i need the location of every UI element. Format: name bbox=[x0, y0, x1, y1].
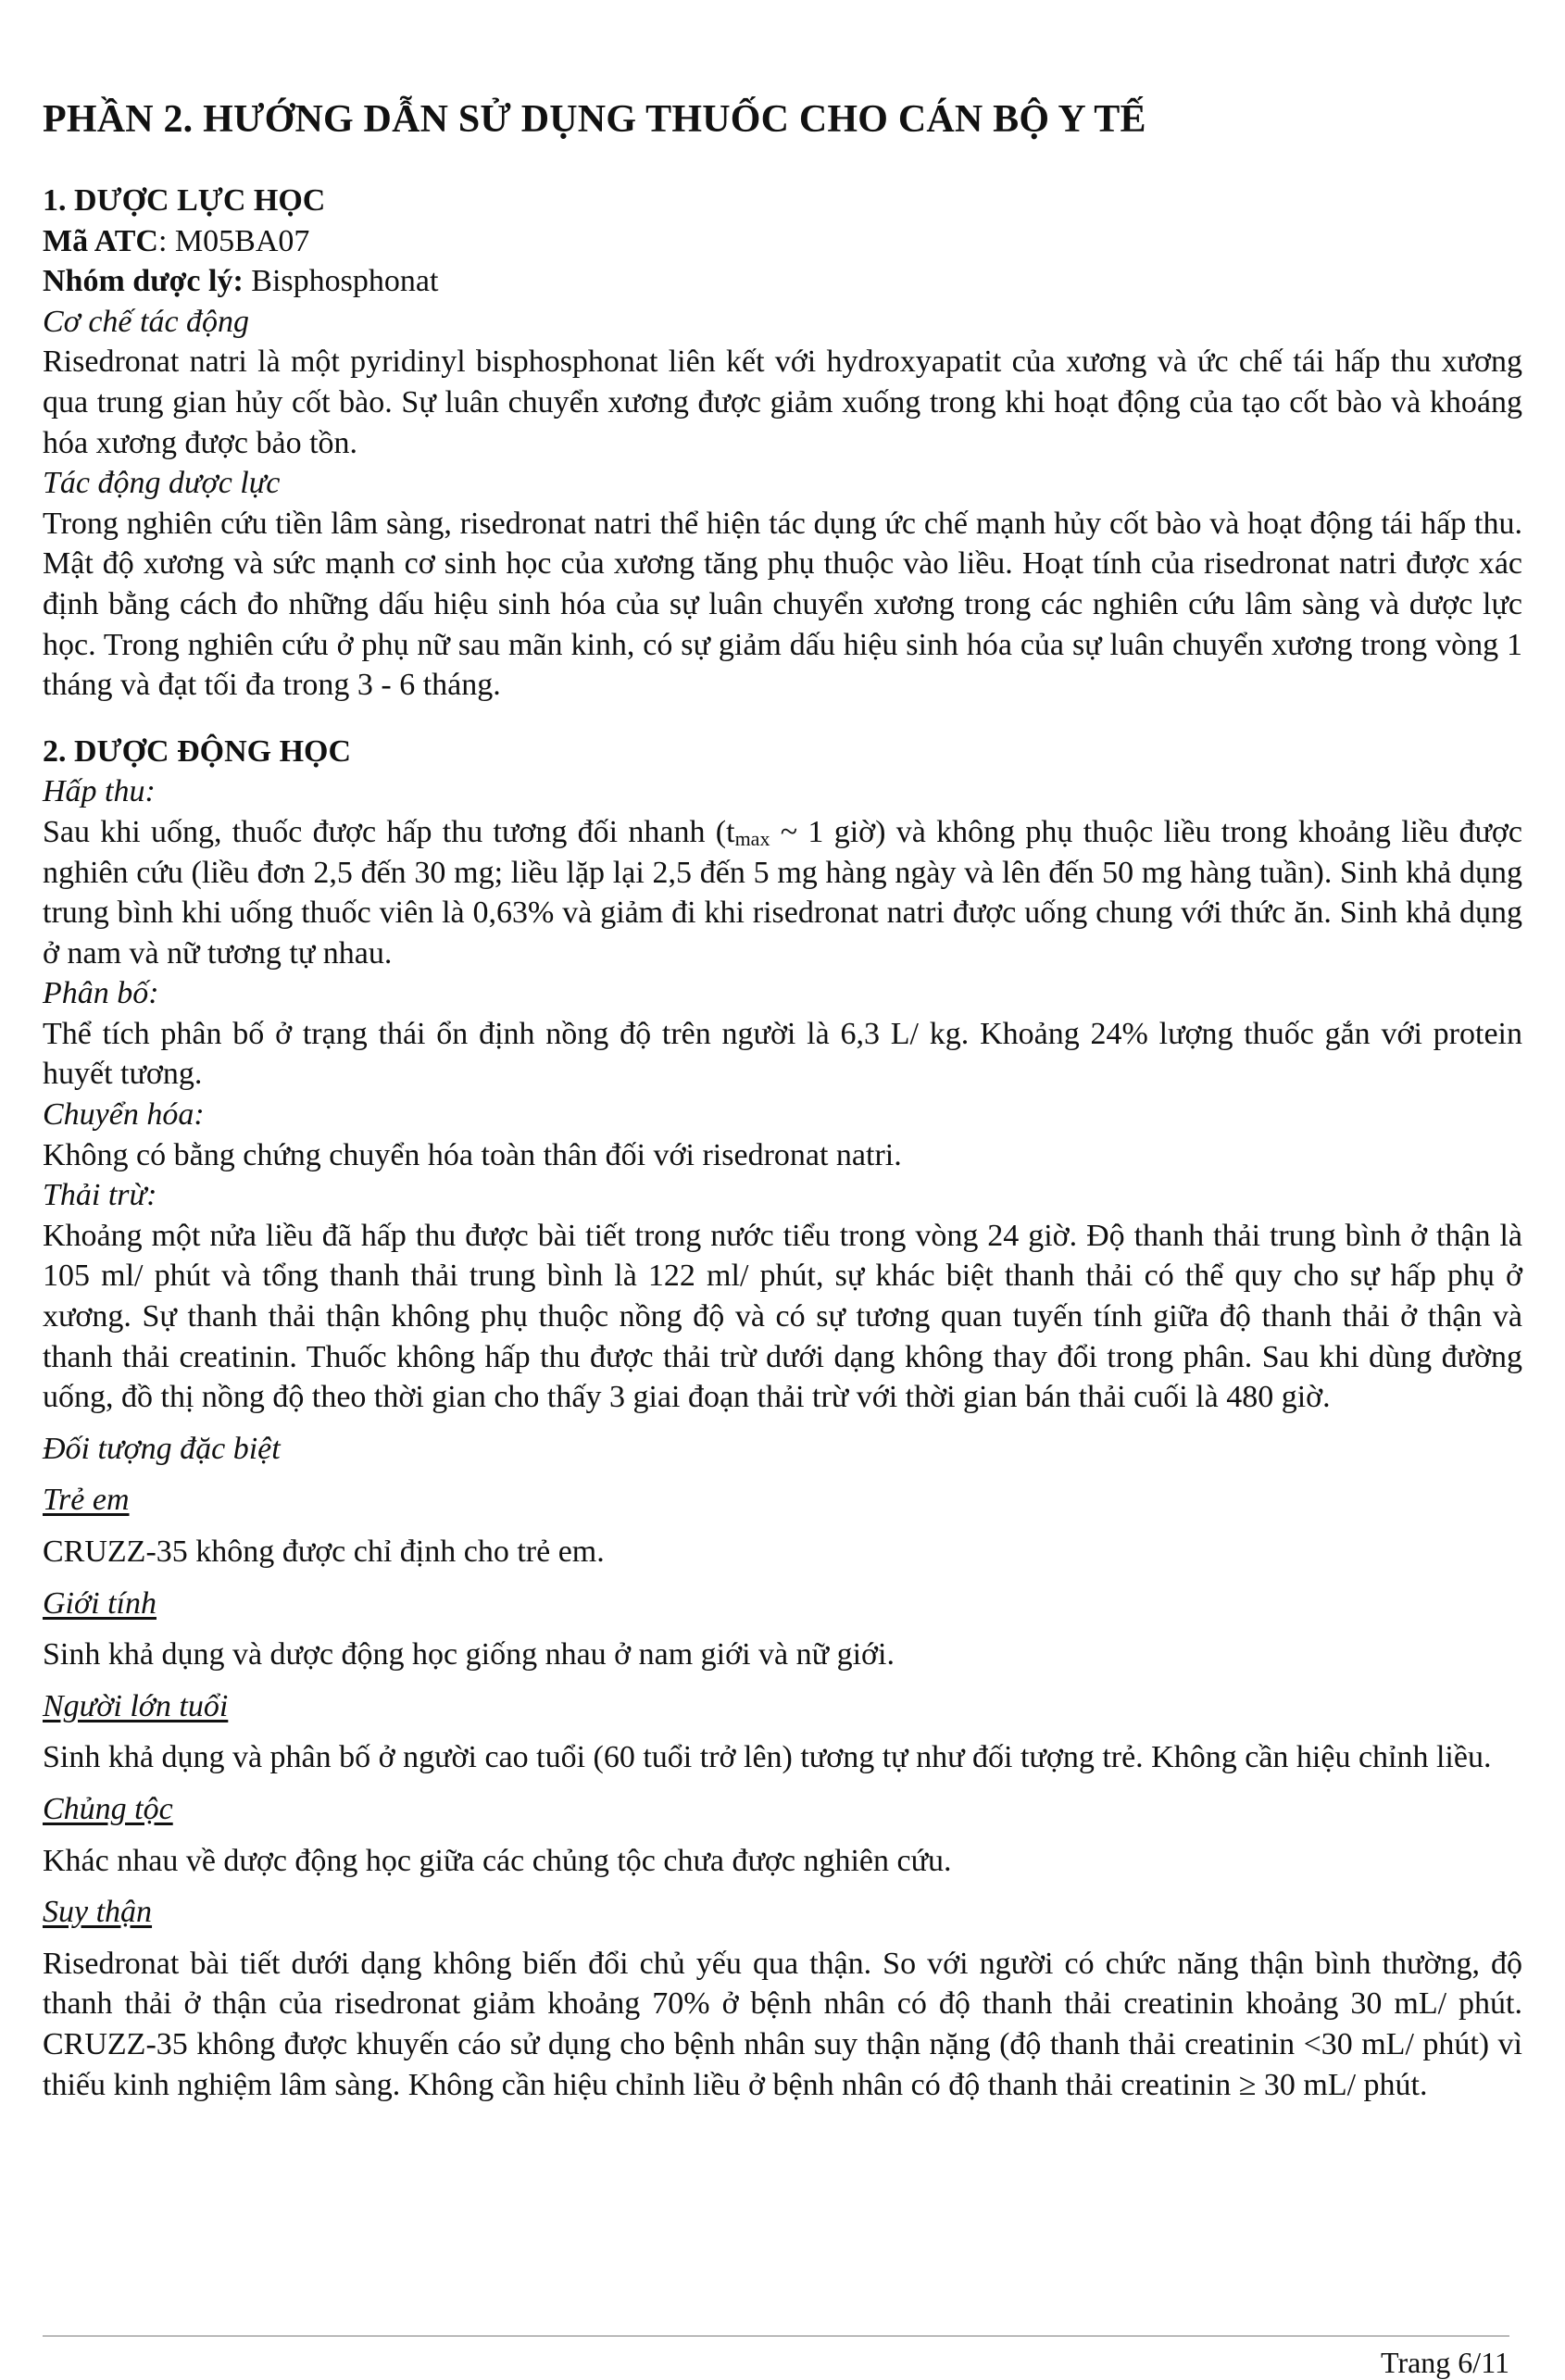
effect-title: Tác động dược lực bbox=[43, 466, 281, 501]
atc-value: : M05BA07 bbox=[157, 223, 310, 258]
absorption-text bbox=[43, 812, 1522, 973]
spacer bbox=[43, 1675, 1522, 1686]
spacer bbox=[43, 1830, 1522, 1841]
page-number: Trang 6/11 bbox=[1381, 2346, 1509, 2379]
group-label: Nhóm dược lý: bbox=[43, 264, 244, 299]
spacer bbox=[43, 1572, 1522, 1584]
race-title: Chủng tộc bbox=[43, 1791, 173, 1826]
gender-text: Sinh khả dụng và dược động học giống nhau ở nam giới và nữ giới. bbox=[43, 1637, 895, 1672]
elimination-text: Khoảng một nửa liều đã hấp thu được bài tiết trong nước tiểu trong vòng 24 giờ. Độ thanh thải trung bình ở thận là 105 ml/ phút và tổng thanh thải trung bình là 122 ml/ phút, sự khác biệt thanh thải có thể quy cho sự hấp phụ ở xương. Sự thanh thải thận không phụ thuộc nồng độ và có sự tương quan tuyến tính giữa độ thanh thải ở thận và thanh thải creatinin. Thuốc không hấp thu được thải trừ dưới dạng không thay đổi trong phân. Sau khi dùng đường uống, đồ thị nồng độ theo thời gian cho thấy 3 giai đoạn thải trừ với thời gian bán thải cuối là 480 giờ. bbox=[43, 1218, 1522, 1415]
race-text: Khác nhau về dược động học giữa các chủng tộc chưa được nghiên cứu. bbox=[43, 1843, 952, 1878]
distribution-title: Phân bố: bbox=[43, 976, 159, 1011]
effect-text: Trong nghiên cứu tiền lâm sàng, risedronat natri thể hiện tác dụng ức chế mạnh hủy cốt bào và hoạt động tái hấp thu. Mật độ xương và sức mạnh cơ sinh học của xương tăng phụ thuộc vào liều. Hoạt tính của risedronat natri được xác định bằng cách đo những dấu hiệu sinh hóa của sự luân chuyển xương trong các nghiên cứu lâm sàng và dược lực học. Trong nghiên cứu ở phụ nữ sau mãn kinh, có sự giảm dấu hiệu sinh hóa của sự luân chuyển xương trong vòng 1 tháng và đạt tối đa trong 3 - 6 tháng. bbox=[43, 506, 1522, 703]
mechanism-title: Cơ chế tác động bbox=[43, 304, 250, 339]
section-spacer bbox=[43, 706, 1522, 732]
metabolism-title: Chuyển hóa: bbox=[43, 1097, 205, 1133]
absorption-title: Hấp thu: bbox=[43, 774, 156, 809]
elimination-title: Thải trừ: bbox=[43, 1178, 157, 1213]
tmax-subscript: max bbox=[734, 826, 770, 850]
spacer bbox=[43, 1881, 1522, 1892]
gender-title: Giới tính bbox=[43, 1585, 156, 1621]
pharmacokinetics-heading: 2. DƯỢC ĐỘNG HỌC bbox=[43, 733, 352, 769]
metabolism-text: Không có bằng chứng chuyển hóa toàn thân đối với risedronat natri. bbox=[43, 1137, 902, 1172]
group-value: Bisphosphonat bbox=[243, 264, 439, 299]
spacer bbox=[43, 1933, 1522, 1944]
spacer bbox=[43, 1623, 1522, 1635]
mechanism-text: Risedronat natri là một pyridinyl bisphosphonat liên kết với hydroxyapatit của xương và ức chế tái hấp thu xương qua trung gian hủy cốt bào. Sự luân chuyển xương được giảm xuống trong khi hoạt động của tạo cốt bào và khoáng hóa xương được bảo tồn. bbox=[43, 344, 1522, 460]
special-populations-title: Đối tượng đặc biệt bbox=[43, 1431, 281, 1466]
pharmacodynamics-heading: 1. DƯỢC LỰC HỌC bbox=[43, 183, 326, 218]
spacer bbox=[43, 1469, 1522, 1480]
spacer bbox=[43, 1726, 1522, 1737]
spacer bbox=[43, 1521, 1522, 1532]
renal-text: Risedronat bài tiết dưới dạng không biến đổi chủ yếu qua thận. So với người có chức năng thận bình thường, độ thanh thải ở thận của risedronat giảm khoảng 70% ở bệnh nhân có độ thanh thải creatinin khoảng 30 mL/ phút. CRUZZ-35 không được khuyến cáo sử dụng cho bệnh nhân suy thận nặng (độ thanh thải creatinin <30 mL/ phút) vì thiếu kinh nghiệm lâm sàng. Không cần hiệu chỉnh liều ở bệnh nhân có độ thanh thải creatinin ≥ 30 mL/ phút. bbox=[43, 1946, 1522, 2102]
group-line bbox=[43, 261, 1522, 302]
absorption-text-start: Sau khi uống, thuốc được hấp thu tương đối nhanh (t bbox=[43, 814, 735, 849]
atc-label: Mã ATC bbox=[43, 223, 158, 258]
part-title: PHẦN 2. HƯỚNG DẪN SỬ DỤNG THUỐC CHO CÁN BỘ Y TẾ bbox=[43, 98, 1146, 141]
absorption-text-end: ~ 1 giờ) và không phụ thuộc liều trong khoảng liều được nghiên cứu (liều đơn 2,5 đến 30 mg; liều lặp lại 2,5 đến 5 mg hàng ngày và lên đến 50 mg hàng tuần). Sinh khả dụng trung bình khi uống thuốc viên là 0,63% và giảm đi khi risedronat natri được uống chung với thức ăn. Sinh khả dụng ở nam và nữ tương tự nhau. bbox=[43, 814, 1522, 971]
spacer bbox=[43, 1418, 1522, 1429]
elderly-title: Người lớn tuổi bbox=[43, 1688, 229, 1723]
children-text: CRUZZ-35 không được chỉ định cho trẻ em. bbox=[43, 1534, 605, 1569]
spacer bbox=[43, 1778, 1522, 1789]
renal-title: Suy thận bbox=[43, 1895, 153, 1930]
children-title: Trẻ em bbox=[43, 1483, 130, 1518]
elderly-text: Sinh khả dụng và phân bố ở người cao tuổi (60 tuổi trở lên) tương tự như đối tượng trẻ. Không cần hiệu chỉnh liều. bbox=[43, 1740, 1492, 1775]
document-body bbox=[43, 181, 1522, 2105]
atc-line bbox=[43, 221, 1522, 262]
distribution-text: Thể tích phân bố ở trạng thái ổn định nồng độ trên người là 6,3 L/ kg. Khoảng 24% lượng thuốc gắn với protein huyết tương. bbox=[43, 1016, 1522, 1092]
